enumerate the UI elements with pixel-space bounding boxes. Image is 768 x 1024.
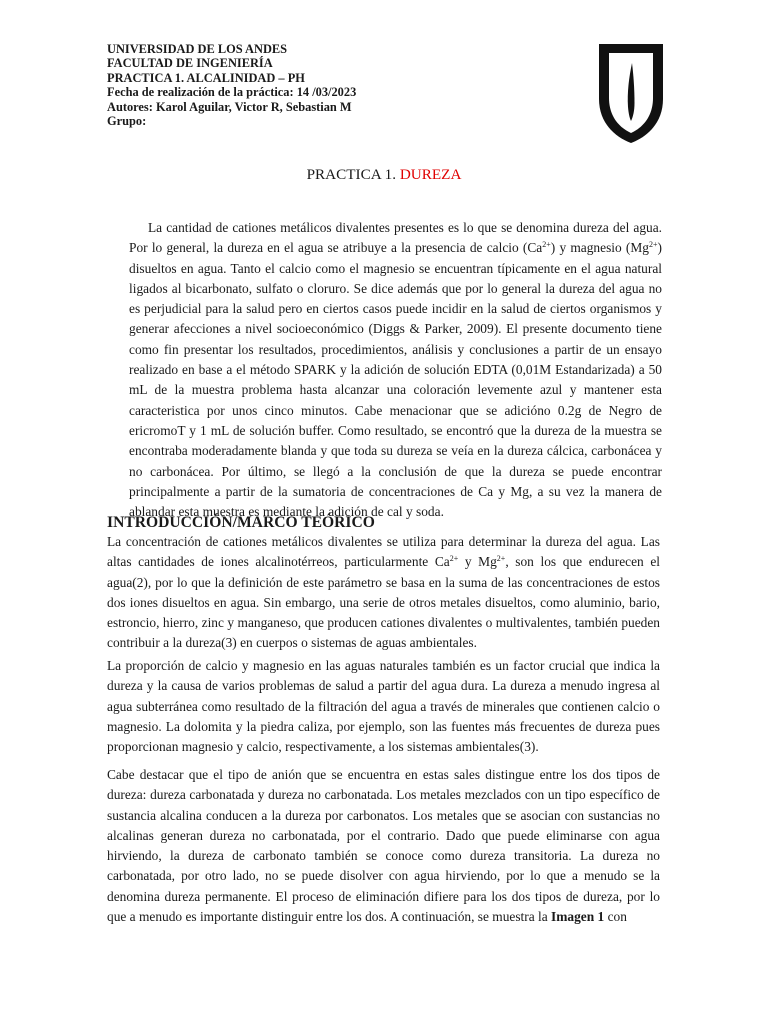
header-group: Grupo: — [107, 114, 147, 129]
para1-sup-ca: 2+ — [449, 554, 459, 564]
intro-paragraph-2: La proporción de calcio y magnesio en las aguas naturales también es un factor crucial que indica la dureza y la causa de varios problemas de salud a partir del agua dura. La dureza a menudo ingresa al agua subterránea como resultado de la filtración del agua a través de minerales que contienen calcio o magnesio. La dolomita y la piedra caliza, por ejemplo, son las fuentes más frecuentes de dureza pues proporcionan magnesio y calcio, respectivamente, a los sistemas ambientales(3). — [107, 658, 660, 755]
para1-sup-mg: 2+ — [496, 554, 506, 564]
para3-text-a: Cabe destacar que el tipo de anión que se encuentra en estas sales distingue entre los dos tipos de dureza: dureza carbonatada y dureza no carbonatada. Los metales mezclados con un tipo específico de sustancia alcalina conducen a la dureza por carbonatos. Los metales que se asocian con sustancias no alcalinas generan dureza no carbonatada, por el contrario. Dado que puede eliminarse con agua hirviendo, la dureza de carbonato también se conoce como dureza transitoria. La dureza no carbonatada, por otro lado, no se puede disolver con agua hirviendo, por lo que a menudo se la denomina dureza permanente. El proceso de eliminación difiere para los dos tipos de dureza, por lo que a menudo es importante distinguir entre los dos. A continuación, se muestra la — [107, 767, 660, 925]
header-faculty: FACULTAD DE INGENIERÍA — [107, 56, 273, 71]
document-header — [107, 42, 447, 128]
abstract-text-b: ) y magnesio (Mg — [550, 240, 649, 256]
section-heading: INTRODUCCIÓN/MARCO TEÓRICO — [107, 514, 375, 531]
para3-text-c: con — [604, 909, 627, 925]
para1-text-a: La concentración de cationes metálicos divalentes se utiliza para determinar la dureza del agua. Las altas cantidades de iones alcalinotérreos, particularmente Ca — [107, 534, 660, 570]
title-prefix: PRACTICA 1. — [306, 166, 400, 183]
page-title — [0, 165, 768, 185]
header-practice: PRACTICA 1. ALCALINIDAD – PH — [107, 70, 305, 85]
intro-paragraph-1 — [107, 532, 660, 654]
para1-text-b: y Mg — [458, 554, 497, 570]
abstract-sup-mg: 2+ — [649, 240, 658, 250]
header-authors: Autores: Karol Aguilar, Victor R, Sebastian M — [107, 99, 352, 114]
intro-paragraph-3 — [107, 765, 660, 927]
abstract-text-a: La cantidad de cationes metálicos divalentes presentes es lo que se denomina dureza del agua. Por lo general, la dureza en el agua se atribuye a la presencia de calcio (Ca — [129, 220, 662, 256]
abstract-sup-ca: 2+ — [542, 240, 551, 250]
para1-text-c: , son los que endurecen el agua(2), por lo que la definición de este parámetro se basa en la suma de las concentraciones de estos dos iones disueltos en agua. Sin embargo, una serie de otros metales disueltos, como aluminio, bario, estroncio, hierro, zinc y manganeso, que producen cationes divalentes o multivalentes, también pueden contribuir a la dureza(3) en cuerpos o sistemas de aguas ambientales. — [107, 554, 660, 651]
header-date: Fecha de realización de la práctica: 14 /03/2023 — [107, 85, 357, 100]
figure-reference: Imagen 1 — [551, 909, 605, 925]
university-shield-logo — [595, 41, 667, 145]
abstract-text-c: ) disueltos en agua. Tanto el calcio como el magnesio se encuentran típicamente en el agua natural ligados al bicarbonato, sulfato o cloruro. Se dice además que por lo general la dureza del agua no es perjudicial para la salud pero en ciertos casos puede incidir en la salud de ciertos organismos y generar afecciones a nivel socioeconómico (Diggs & Parker, 2009). El presente documento tiene como fin presentar los resultados, procedimientos, análisis y conclusiones a partir de un ensayo realizado en base a el método SPARK y la adición de solución EDTA (0,01M Estandarizada) a 50 mL de la muestra problema hasta alcanzar una coloración levemente azul y mantener esta caracteristica por unos cinco minutos. Cabe menacionar que se adicióno 0.2g de Negro de ericromoT y 1 mL de solución buffer. Como resultado, se encontró que la dureza de la muestra se encontraba moderadamente blanda y que toda su dureza se veía en la dureza cálcica, carbonácea y no carbonácea. Por último, se llegó a la conclusión de que la dureza se puede encontrar principalmente a partir de la sumatoria de concentraciones de Ca y Mg, a su vez la manera de ablandar esta muestra es mediante la adición de cal y soda. — [129, 240, 662, 520]
title-highlight: DUREZA — [399, 166, 462, 183]
abstract-paragraph — [129, 218, 662, 522]
header-university: UNIVERSIDAD DE LOS ANDES — [107, 42, 288, 56]
